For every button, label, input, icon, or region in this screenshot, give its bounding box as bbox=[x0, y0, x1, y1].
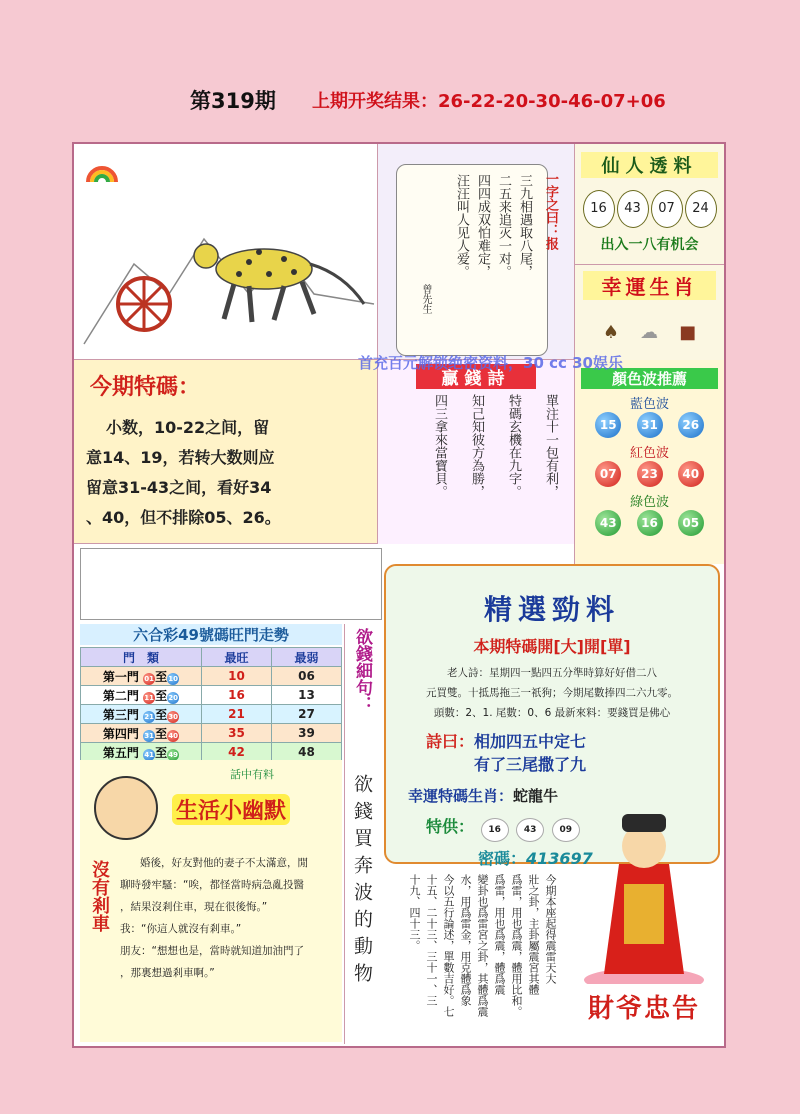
xianren-note: 出入一八有机会 bbox=[600, 237, 699, 253]
table-row: 第一門 01至10 10 06 bbox=[81, 667, 342, 686]
trend-panel bbox=[80, 624, 342, 760]
leopard-picture bbox=[74, 144, 378, 360]
riddle-scroll bbox=[378, 144, 574, 360]
red-wave-balls: 07 23 40 bbox=[575, 461, 724, 487]
color-wave-panel bbox=[574, 360, 724, 564]
red-wave-label: 紅色波 bbox=[629, 446, 669, 461]
selected-title: 精選勁料 bbox=[483, 593, 620, 626]
green-wave-label: 綠色波 bbox=[629, 495, 669, 510]
xianren-panel bbox=[574, 144, 724, 264]
win-poem-title: 贏錢詩 bbox=[416, 364, 536, 389]
humor-text: 婚後，好友對他的妻子不太滿意，閒 聊時發牢騷：“唉，都怪當時病急亂投醫 ，結果沒剎住車，現在很後悔。” 我：“你這人就沒有剎車。” 朋友：“想想也是，當時就知道加油門了 ，那裏想過剎車啊。” bbox=[120, 857, 308, 979]
color-wave-title: 顏色波推薦 bbox=[581, 368, 718, 389]
cart-wheel-icon bbox=[118, 278, 170, 330]
humor-title: 生活小幽默 bbox=[172, 794, 290, 825]
last-result-label: 上期开奖结果：26-22-20-30-46-07+06 bbox=[312, 91, 666, 112]
riddle-author: 曾先生 bbox=[420, 284, 431, 314]
leopard-icon bbox=[194, 244, 364, 322]
table-row: 第四門 31至40 35 39 bbox=[81, 724, 342, 743]
special-text: 小数，10-22之间，留 意14、19，若转大数则应 留意31-43之间，看好34 、40，但不排除05、26。 bbox=[86, 418, 281, 527]
lucky-zodiac-panel bbox=[574, 264, 724, 360]
sheep-icon: ☁ bbox=[640, 322, 659, 343]
rainbow-logo-icon bbox=[88, 168, 116, 182]
blue-wave-label: 藍色波 bbox=[629, 397, 669, 412]
humor-side: 沒有剎車 bbox=[89, 860, 110, 932]
lucky-zodiac-title: 幸運生肖 bbox=[583, 271, 716, 300]
last-result-numbers: 26-22-20-30-46-07+06 bbox=[438, 91, 666, 112]
table-row: 第五門 41至49 42 48 bbox=[81, 743, 342, 762]
riddle-lines: 三九相遇取八尾， 二五来追灭一对。 四四成双怕难定， 汪汪叫人见人爱。 bbox=[454, 174, 532, 278]
leopard-illustration bbox=[74, 144, 376, 358]
wealth-god-icon bbox=[564, 784, 724, 984]
selected-poem: 詩曰：相加四五中定七 有了三尾撒了九 bbox=[426, 732, 587, 774]
table-row: 第三門 21至30 21 27 bbox=[81, 705, 342, 724]
selected-lucky: 幸運特碼生肖：蛇龍牛 bbox=[408, 787, 559, 805]
main-frame bbox=[72, 142, 726, 1048]
money-tip-label: 欲錢細句： bbox=[352, 628, 372, 713]
table-row: 第二門 11至20 16 13 bbox=[81, 686, 342, 705]
money-tip-panel bbox=[344, 624, 380, 1044]
selected-code: 密碼：413697 bbox=[478, 849, 593, 868]
issue-number: 第319期 bbox=[190, 89, 276, 113]
money-tip-text: 欲錢買奔波的動物 bbox=[351, 774, 373, 990]
essay-columns: 今期本座起得震雷天大 壯之卦，主卦屬震宮其體 爲雷，用也爲震，體用比和。 爲雷，用也爲震，體爲震 變卦也爲雷宮之卦，其體爲震 水，用爲雷金，用克體爲象 今以五行論述，單數吉好。七 十五、二十三、三十一、三 十九、四十三。 bbox=[408, 874, 557, 1017]
xianren-numbers: 16 43 07 24 bbox=[575, 190, 724, 228]
selected-subtitle: 本期特碼開[大]開[單] bbox=[473, 637, 631, 656]
special-title: 今期特碼： bbox=[90, 375, 201, 400]
blue-wave-balls: 15 31 26 bbox=[575, 412, 724, 438]
win-poem-columns: 單注十一包有利， 特碼玄機在九字。 知己知彼方為勝， 四三拿來當寶貝。 bbox=[432, 394, 558, 498]
humor-panel bbox=[80, 760, 342, 1042]
essay-panel bbox=[384, 868, 564, 1044]
trend-table: 門 類 最旺 最弱 第一門 01至10 10 06 第二門 11至20 16 13 第三門 21至30 21 27 第四門 31至40 35 39 第五門 41至49 42 48 bbox=[80, 647, 342, 762]
selected-special: 特供： 16 43 09 bbox=[426, 814, 718, 842]
ox-icon: ■ bbox=[679, 322, 697, 343]
xianren-title: 仙人透料 bbox=[581, 152, 718, 178]
humor-tag: 話中有料 bbox=[230, 768, 274, 781]
blank-panel bbox=[80, 548, 382, 620]
trend-title: 六合彩49號碼旺門走勢 bbox=[80, 624, 342, 645]
riddle-title: 一字之曰：报 bbox=[543, 172, 558, 250]
win-poem-panel bbox=[378, 360, 574, 544]
wealth-god-panel bbox=[564, 784, 724, 1046]
fan-man-icon bbox=[94, 776, 158, 840]
green-wave-balls: 43 16 05 bbox=[575, 510, 724, 536]
wealth-title: 財爷忠告 bbox=[587, 994, 700, 1024]
watermark-text: 首充百元解锁绝密资料，30 cc 30娱乐 bbox=[358, 354, 623, 372]
header-bar bbox=[0, 78, 800, 120]
special-panel bbox=[74, 360, 378, 544]
monkey-icon: ♠ bbox=[602, 322, 619, 343]
selected-body: 老人詩：星期四一點四五分準時算好好借二八 元買雙。十抵馬拖三一祇狗；今期尾數捧四二六九零。 頭數：2、1. 尾數：0、6 最新來料：要錢買是佛心 bbox=[426, 667, 678, 719]
